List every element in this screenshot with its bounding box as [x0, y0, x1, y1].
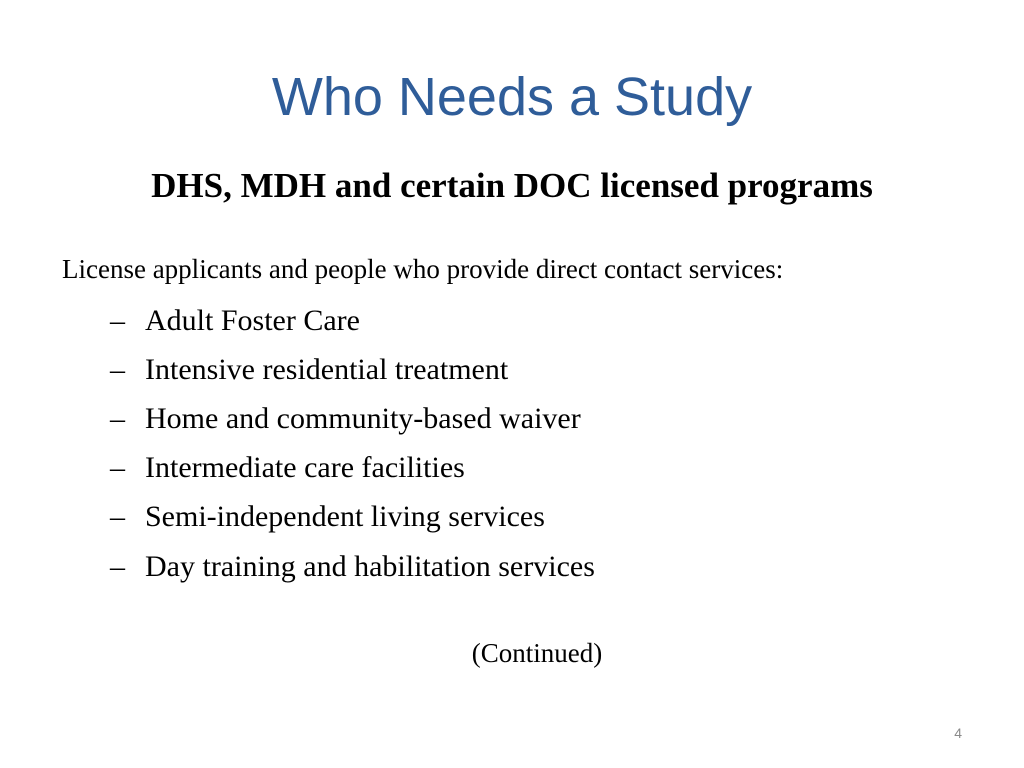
- list-item: [110, 444, 595, 493]
- program-list: [110, 296, 595, 591]
- list-item: [110, 296, 595, 345]
- list-item: [110, 493, 595, 542]
- list-item-label: Semi-independent living services: [145, 500, 545, 534]
- list-item-label: Day training and habilitation services: [145, 549, 595, 583]
- dash-bullet-icon: –: [110, 500, 125, 534]
- dash-bullet-icon: –: [110, 549, 125, 583]
- continued-note: (Continued): [471, 638, 603, 668]
- list-item-label: Adult Foster Care: [145, 303, 360, 337]
- list-item-label: Intermediate care facilities: [145, 451, 465, 485]
- list-item-label: Home and community-based waiver: [145, 401, 581, 435]
- list-item: [110, 542, 595, 591]
- dash-bullet-icon: –: [110, 303, 125, 337]
- dash-bullet-icon: –: [110, 451, 125, 485]
- dash-bullet-icon: –: [110, 401, 125, 435]
- dash-bullet-icon: –: [110, 352, 125, 386]
- slide-title: Who Needs a Study: [271, 67, 753, 127]
- page-number: 4: [954, 725, 962, 741]
- list-item: [110, 394, 595, 443]
- list-item: [110, 345, 595, 394]
- intro-text: License applicants and people who provide direct contact services:: [62, 254, 784, 284]
- list-item-label: Intensive residential treatment: [145, 352, 509, 386]
- slide-subtitle: DHS, MDH and certain DOC licensed programs: [151, 166, 873, 205]
